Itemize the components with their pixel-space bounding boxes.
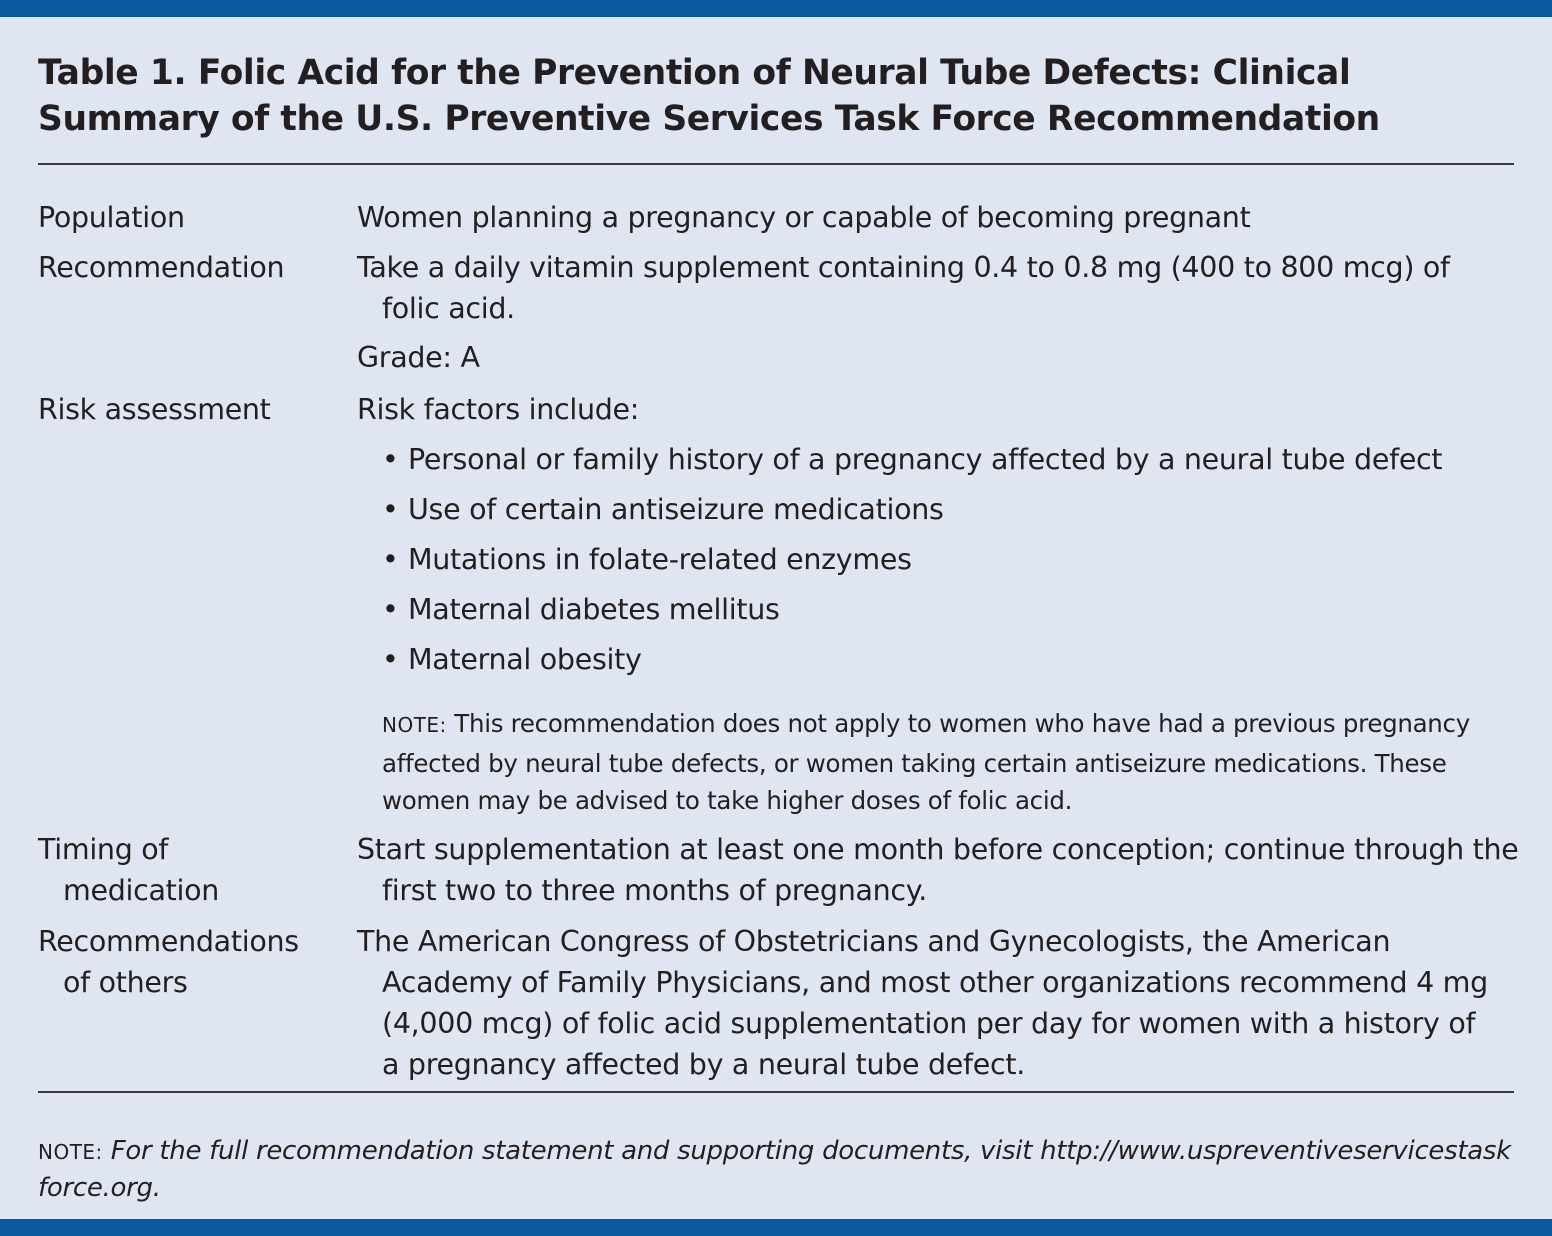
row-label-population: Population <box>38 201 185 234</box>
list-item <box>382 639 642 680</box>
bullet-icon: • <box>382 643 399 676</box>
table-title: Table 1. Folic Acid for the Prevention of Neural Tube Defects: Clinical Summary of the U.S. Preventive Services Task Force Recommendation <box>38 53 1380 139</box>
bullet-icon: • <box>382 593 399 626</box>
risk-factor-text: Maternal obesity <box>408 643 642 676</box>
top-divider <box>38 163 1514 165</box>
timing-text: Start supplementation at least one month before conception; continue through the first two to three months of pregnancy. <box>357 833 1519 907</box>
grade-text: Grade: A <box>357 341 480 374</box>
timing-label-line2: medication <box>63 874 220 907</box>
list-item <box>382 439 1442 480</box>
bullet-icon: • <box>382 443 399 476</box>
bullet-icon: • <box>382 543 399 576</box>
recommendation-text: Take a daily vitamin supplement containing 0.4 to 0.8 mg (400 to 800 mcg) of folic acid. <box>357 251 1450 325</box>
row-value-timing <box>357 829 1517 911</box>
bottom-divider <box>38 1091 1514 1093</box>
risk-note-label: NOTE: <box>382 713 447 737</box>
row-label-timing <box>38 829 338 911</box>
risk-factor-text: Use of certain antiseizure medications <box>408 493 944 526</box>
row-value-population <box>357 197 1517 238</box>
risk-factor-text: Mutations in folate-related enzymes <box>408 543 912 576</box>
others-label-line1: Recommendations <box>38 925 299 958</box>
footnote-text: For the full recommendation statement and supporting documents, visit http://www.uspreventiveservicestask force.org. <box>38 1136 1511 1203</box>
list-item <box>382 589 780 630</box>
row-label-risk-assessment: Risk assessment <box>38 393 271 426</box>
row-value-others <box>357 921 1517 1085</box>
others-label-line2: of others <box>63 966 188 999</box>
risk-note <box>382 705 1522 820</box>
row-value-recommendation <box>357 247 1517 378</box>
list-item <box>382 539 912 580</box>
risk-factor-text: Maternal diabetes mellitus <box>408 593 780 626</box>
timing-label-line1: Timing of <box>38 833 169 866</box>
others-text: The American Congress of Obstetricians and Gynecologists, the American Academy of Family Physicians, and most other organizations recommend 4 mg (4,000 mcg) of folic acid supplementation per day for women with a history of a pregnancy affected by a neural tube defect. <box>357 925 1488 1081</box>
bullet-icon: • <box>382 493 399 526</box>
list-item <box>382 489 944 530</box>
population-text: Women planning a pregnancy or capable of becoming pregnant <box>357 201 1251 234</box>
risk-factor-text: Personal or family history of a pregnancy affected by a neural tube defect <box>408 443 1443 476</box>
footnote <box>38 1133 1518 1206</box>
row-value-risk-assessment <box>357 389 1517 815</box>
footnote-label: NOTE: <box>38 1140 103 1164</box>
risk-note-text: This recommendation does not apply to women who have had a previous pregnancy affected by neural tube defects, or women taking certain antiseizure medications. These women may be advised to take higher doses of folic acid. <box>382 709 1470 815</box>
risk-intro: Risk factors include: <box>357 393 640 426</box>
row-label-recommendation: Recommendation <box>38 251 285 284</box>
row-label-others <box>38 921 338 1003</box>
